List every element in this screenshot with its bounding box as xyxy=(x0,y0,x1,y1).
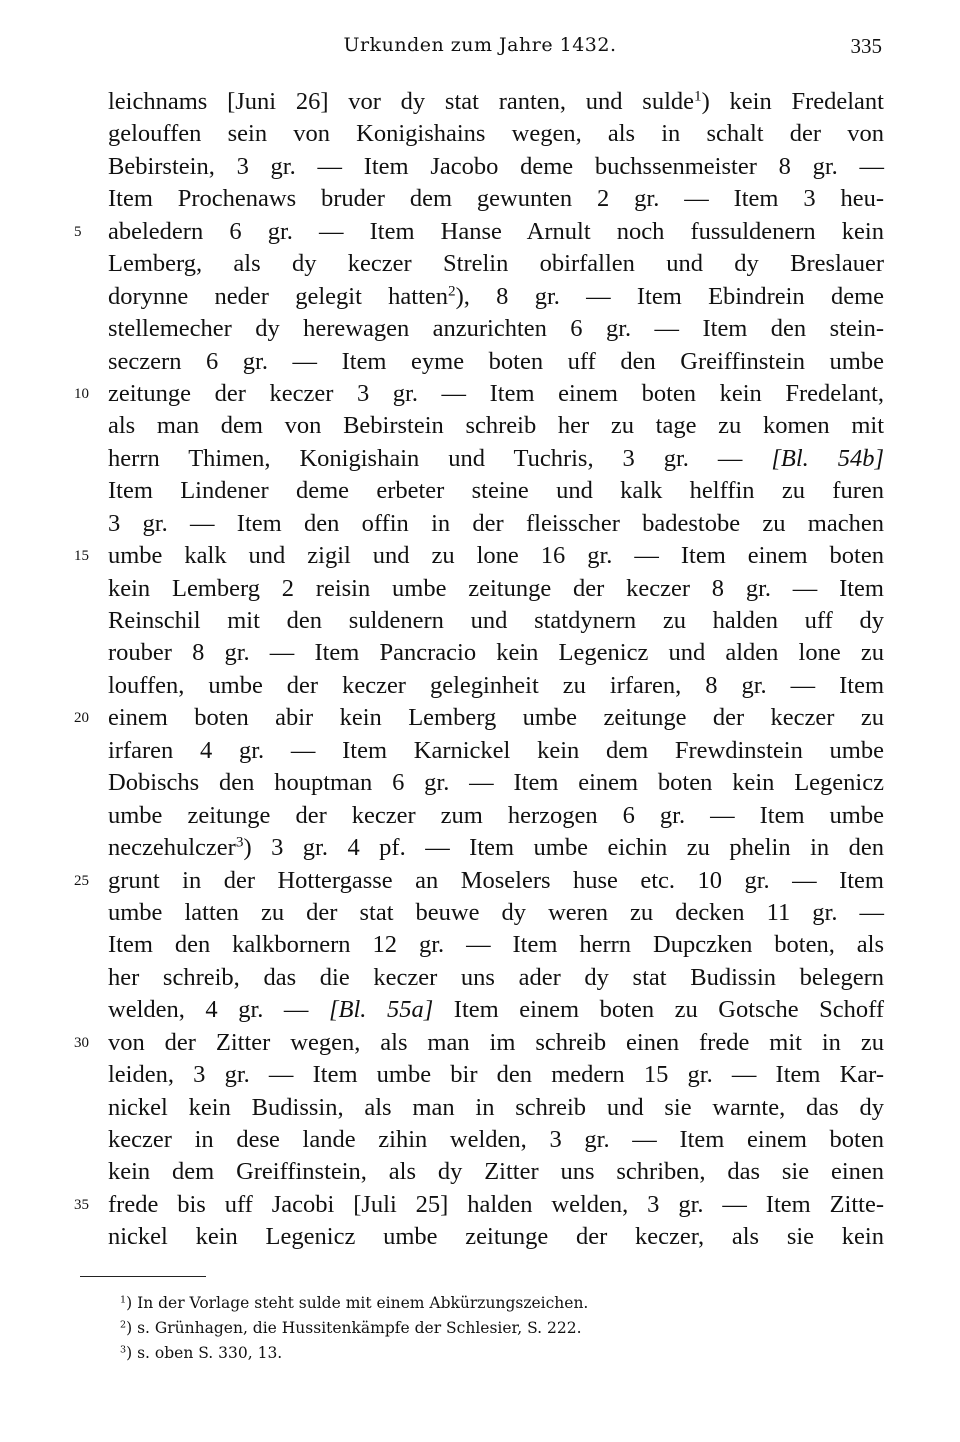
text-line xyxy=(108,86,884,118)
footnote-text: ) s. oben S. 330, 13. xyxy=(126,1344,283,1362)
text-run: welden, 4 gr. — xyxy=(108,996,329,1024)
text-line xyxy=(108,962,884,994)
text-run: Dobischs den houptman 6 gr. — Item einem boten kein Legenicz xyxy=(108,769,884,797)
text-run: zeitunge der keczer 3 gr. — Item einem boten kein Fredelant, xyxy=(108,379,884,407)
text-run: leiden, 3 gr. — Item umbe bir den medern 15 gr. — Item Kar- xyxy=(108,1061,884,1089)
text-run: von der Zitter wegen, als man im schreib einen frede mit in zu xyxy=(108,1028,884,1056)
text-run: ), 8 gr. — Item Ebindrein deme xyxy=(455,282,884,310)
line-number: 20 xyxy=(74,710,89,727)
text-run: Item einem boten zu Gotsche Schoff xyxy=(433,996,884,1024)
line-number: 5 xyxy=(74,223,82,240)
line-number: 35 xyxy=(74,1196,89,1213)
text-line xyxy=(108,1221,884,1253)
page-number: 335 xyxy=(850,34,882,58)
text-run: grunt in der Hottergasse an Moselers huse etc. 10 gr. — Item xyxy=(108,866,884,894)
text-line xyxy=(108,508,884,540)
text-line xyxy=(108,897,884,929)
text-run: neczehulczer xyxy=(108,834,236,862)
text-line xyxy=(108,832,884,864)
text-run: kein dem Greiffinstein, als dy Zitter uns schriben, das sie einen xyxy=(108,1158,884,1186)
footnote-mark: 2 xyxy=(120,1319,127,1331)
footnote xyxy=(120,1341,588,1366)
text-line xyxy=(108,605,884,637)
text-run: ) 3 gr. 4 pf. — Item umbe eichin zu phelin in den xyxy=(243,834,884,862)
text-run: abeledern 6 gr. — Item Hanse Arnult noch fussuldenern kein xyxy=(108,217,884,245)
running-title: Urkunden zum Jahre 1432. xyxy=(343,34,617,56)
text-run: herrn Thimen, Konigishain und Tuchris, 3 gr. — xyxy=(108,444,772,472)
text-run: Reinschil mit den suldenern und statdynern zu halden uff dy xyxy=(108,607,884,634)
footnote-rule xyxy=(80,1276,206,1277)
text-run: kein Lemberg 2 reisin umbe zeitunge der keczer 8 gr. — Item xyxy=(108,574,884,602)
text-run: einem boten abir kein Lemberg umbe zeitunge der keczer zu xyxy=(108,704,884,732)
text-run: Item den kalkbornern 12 gr. — Item herrn Dupczken boten, als xyxy=(108,931,884,959)
body-text xyxy=(74,86,884,1254)
text-run: 3 gr. — Item den offin in der fleisscher badestobe zu machen xyxy=(108,509,884,537)
text-line xyxy=(108,443,884,475)
text-line xyxy=(108,151,884,183)
folio-reference: [Bl. 54b] xyxy=(771,444,884,472)
text-run: Item Lindener deme erbeter steine und kalk helffin zu furen xyxy=(108,477,884,505)
line-number: 15 xyxy=(74,548,89,565)
footnote-text: ) In der Vorlage steht sulde mit einem Abkürzungszeichen. xyxy=(126,1294,589,1312)
text-run: seczern 6 gr. — Item eyme boten uff den Greiffinstein umbe xyxy=(108,347,884,375)
text-line xyxy=(108,1092,884,1124)
text-line xyxy=(74,216,884,248)
text-line xyxy=(108,994,884,1026)
text-line xyxy=(74,540,884,572)
text-run: dorynne neder gelegit hatten xyxy=(108,282,449,310)
text-line xyxy=(108,410,884,442)
text-run: umbe kalk und zigil und zu lone 16 gr. — Item einem boten xyxy=(108,542,884,570)
text-line xyxy=(108,1059,884,1091)
text-run: leichnams [Juni 26] vor dy stat ranten, und sulde xyxy=(108,88,695,115)
text-line xyxy=(74,1027,884,1059)
text-line xyxy=(108,313,884,345)
line-number: 25 xyxy=(74,872,89,889)
page-header xyxy=(0,34,960,64)
text-line xyxy=(108,248,884,280)
text-run: umbe latten zu der stat beuwe dy weren zu decken 11 gr. — xyxy=(108,898,884,926)
folio-reference: [Bl. 55a] xyxy=(328,996,434,1024)
text-line xyxy=(108,183,884,215)
text-line xyxy=(108,118,884,150)
text-run: louffen, umbe der keczer geleginheit zu irfaren, 8 gr. — Item xyxy=(108,671,884,699)
footnote-mark: 1 xyxy=(120,1294,127,1306)
text-run: umbe zeitunge der keczer zum herzogen 6 gr. — Item umbe xyxy=(108,801,884,829)
text-run: als man dem von Bebirstein schreib her zu tage zu komen mit xyxy=(108,412,884,440)
text-line xyxy=(74,378,884,410)
text-run: her schreib, das die keczer uns ader dy stat Budissin belegern xyxy=(108,963,884,991)
text-line xyxy=(108,767,884,799)
text-run: rouber 8 gr. — Item Pancracio kein Legenicz und alden lone zu xyxy=(108,639,884,667)
text-line xyxy=(108,475,884,507)
footnote-text: ) s. Grünhagen, die Hussitenkämpfe der Schlesier, S. 222. xyxy=(126,1319,582,1337)
text-line xyxy=(108,281,884,313)
text-line xyxy=(108,670,884,702)
footnotes xyxy=(120,1291,588,1366)
text-line xyxy=(108,1124,884,1156)
text-line xyxy=(74,702,884,734)
text-run: stellemecher dy herewagen anzurichten 6 gr. — Item den stein- xyxy=(108,315,884,343)
text-run: Lemberg, als dy keczer Strelin obirfallen und dy Breslauer xyxy=(108,250,884,278)
footnote xyxy=(120,1291,588,1316)
text-line xyxy=(108,637,884,669)
text-run: gelouffen sein von Konigishains wegen, als in schalt der von xyxy=(108,120,884,148)
text-run: nickel kein Budissin, als man in schreib und sie warnte, das dy xyxy=(108,1093,884,1121)
footnote-ref: 2 xyxy=(448,282,456,300)
text-run: irfaren 4 gr. — Item Karnickel kein dem Frewdinstein umbe xyxy=(108,736,884,764)
text-line xyxy=(108,1156,884,1188)
text-line xyxy=(108,800,884,832)
footnote-mark: 3 xyxy=(120,1344,127,1356)
text-line xyxy=(108,573,884,605)
text-line xyxy=(108,346,884,378)
line-number: 30 xyxy=(74,1034,89,1051)
text-run: Bebirstein, 3 gr. — Item Jacobo deme buchssenmeister 8 gr. — xyxy=(108,152,884,180)
text-run: keczer in dese lande zihin welden, 3 gr. — Item einem boten xyxy=(108,1126,884,1153)
footnote xyxy=(120,1316,588,1341)
footnote-ref: 3 xyxy=(235,833,244,851)
text-run: ) kein Fredelant xyxy=(701,88,884,115)
text-line xyxy=(108,735,884,767)
line-number: 10 xyxy=(74,385,89,402)
text-line xyxy=(74,865,884,897)
text-run: nickel kein Legenicz umbe zeitunge der keczer, als sie kein xyxy=(108,1223,884,1251)
text-run: frede bis uff Jacobi [Juli 25] halden welden, 3 gr. — Item Zitte- xyxy=(108,1190,884,1218)
footnote-ref: 1 xyxy=(694,87,702,105)
text-run: Item Prochenaws bruder dem gewunten 2 gr. — Item 3 heu- xyxy=(108,185,884,213)
text-line xyxy=(74,1189,884,1221)
text-line xyxy=(108,929,884,961)
